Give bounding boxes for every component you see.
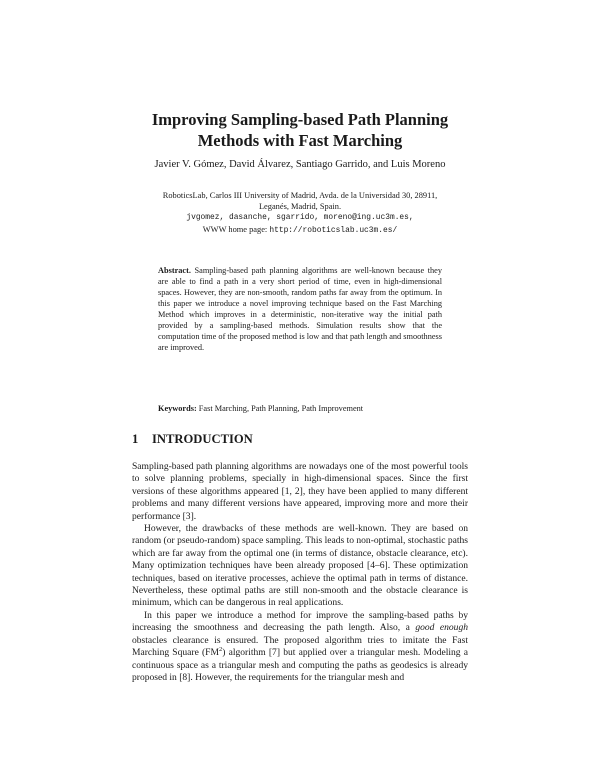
abstract-label: Abstract. (158, 266, 191, 275)
paper-title (80, 109, 520, 151)
affiliation-line-1: RoboticsLab, Carlos III University of Madrid, Avda. de la Universidad 30, 28911, (162, 191, 438, 200)
paragraph-2: However, the drawbacks of these methods are well-known. They are based on random (or pseudo-random) space sampling. This leads to non-optimal, stochastic paths which are far away from the optimal one (in terms of distance, obstacle clearance, etc). Many optimization techniques have been already proposed [4–6]. These optimization techniques, based on iterative processes, achieve the optimal path in terms of distance. Nevertheless, these optimal paths are still non-smooth and the obstacle clearance is minimum, which can be dangerous in real applications. (132, 523, 469, 609)
homepage-label: WWW home page: (202, 224, 268, 234)
paragraph-3-part-b: obstacles clearance is ensured. The proposed algorithm tries to imitate the Fast Marching Square (FM (132, 634, 468, 659)
keywords-label: Keywords: (158, 404, 197, 413)
affiliation-block (80, 190, 520, 236)
emphasis-text: good enough (415, 622, 469, 634)
abstract-text: Sampling-based path planning algorithms are well-known because they are able to find a path in a very short period of time, even in high-dimensional spaces. However, they are non-smooth, random paths far away from the optimum. In this paper we introduce a novel improving technique based on the Fast Marching Method which improves in a deterministic, non-iterative way the initial path provided by a sampling-based methods. Simulation results show that the computation time of the proposed method is low and that path length and smoothness are improved. (158, 266, 442, 352)
keywords (158, 403, 458, 414)
paragraph-3-part-a: In this paper we introduce a method for improve the sampling-based paths by increasing the smoothness and decreasing the path length. Also, a (132, 609, 468, 634)
section-heading (132, 432, 253, 447)
homepage-line (80, 224, 520, 236)
superscript: 2 (218, 645, 223, 653)
paragraph-3-part-c: ) algorithm [7] but applied over a triangular mesh. Modeling a continuous space as a triangular mesh and computing the paths as geodesics is already proposed in [8]. However, the requirements for the triangular mesh and (132, 647, 468, 683)
keywords-text: Fast Marching, Path Planning, Path Improvement (198, 404, 364, 413)
paragraph-3 (132, 610, 468, 684)
section-title: INTRODUCTION (152, 432, 253, 446)
abstract (158, 265, 442, 353)
title-line-1: Improving Sampling-based Path Planning (151, 110, 449, 129)
author-list: Javier V. Gómez, David Álvarez, Santiago Garrido, and Luis Moreno (154, 159, 446, 170)
section-body (132, 461, 468, 684)
homepage-link[interactable]: http://roboticslab.uc3m.es/ (269, 225, 398, 235)
affiliation-line-2: Leganés, Madrid, Spain. (258, 202, 342, 212)
paragraph-1: Sampling-based path planning algorithms are nowadays one of the most powerful tools to solve planning problems, specially in high-dimensional spaces. Since the first versions of these algorithms appeared [1, 2], they have been applied to many different problems and many different versions have appeared, improving more and more their performance [3]. (132, 461, 468, 522)
section-number: 1 (132, 432, 139, 446)
author-emails: jvgomez, dasanche, sgarrido, moreno@ing.uc3m.es, (186, 213, 414, 223)
title-line-2: Methods with Fast Marching (197, 131, 403, 150)
